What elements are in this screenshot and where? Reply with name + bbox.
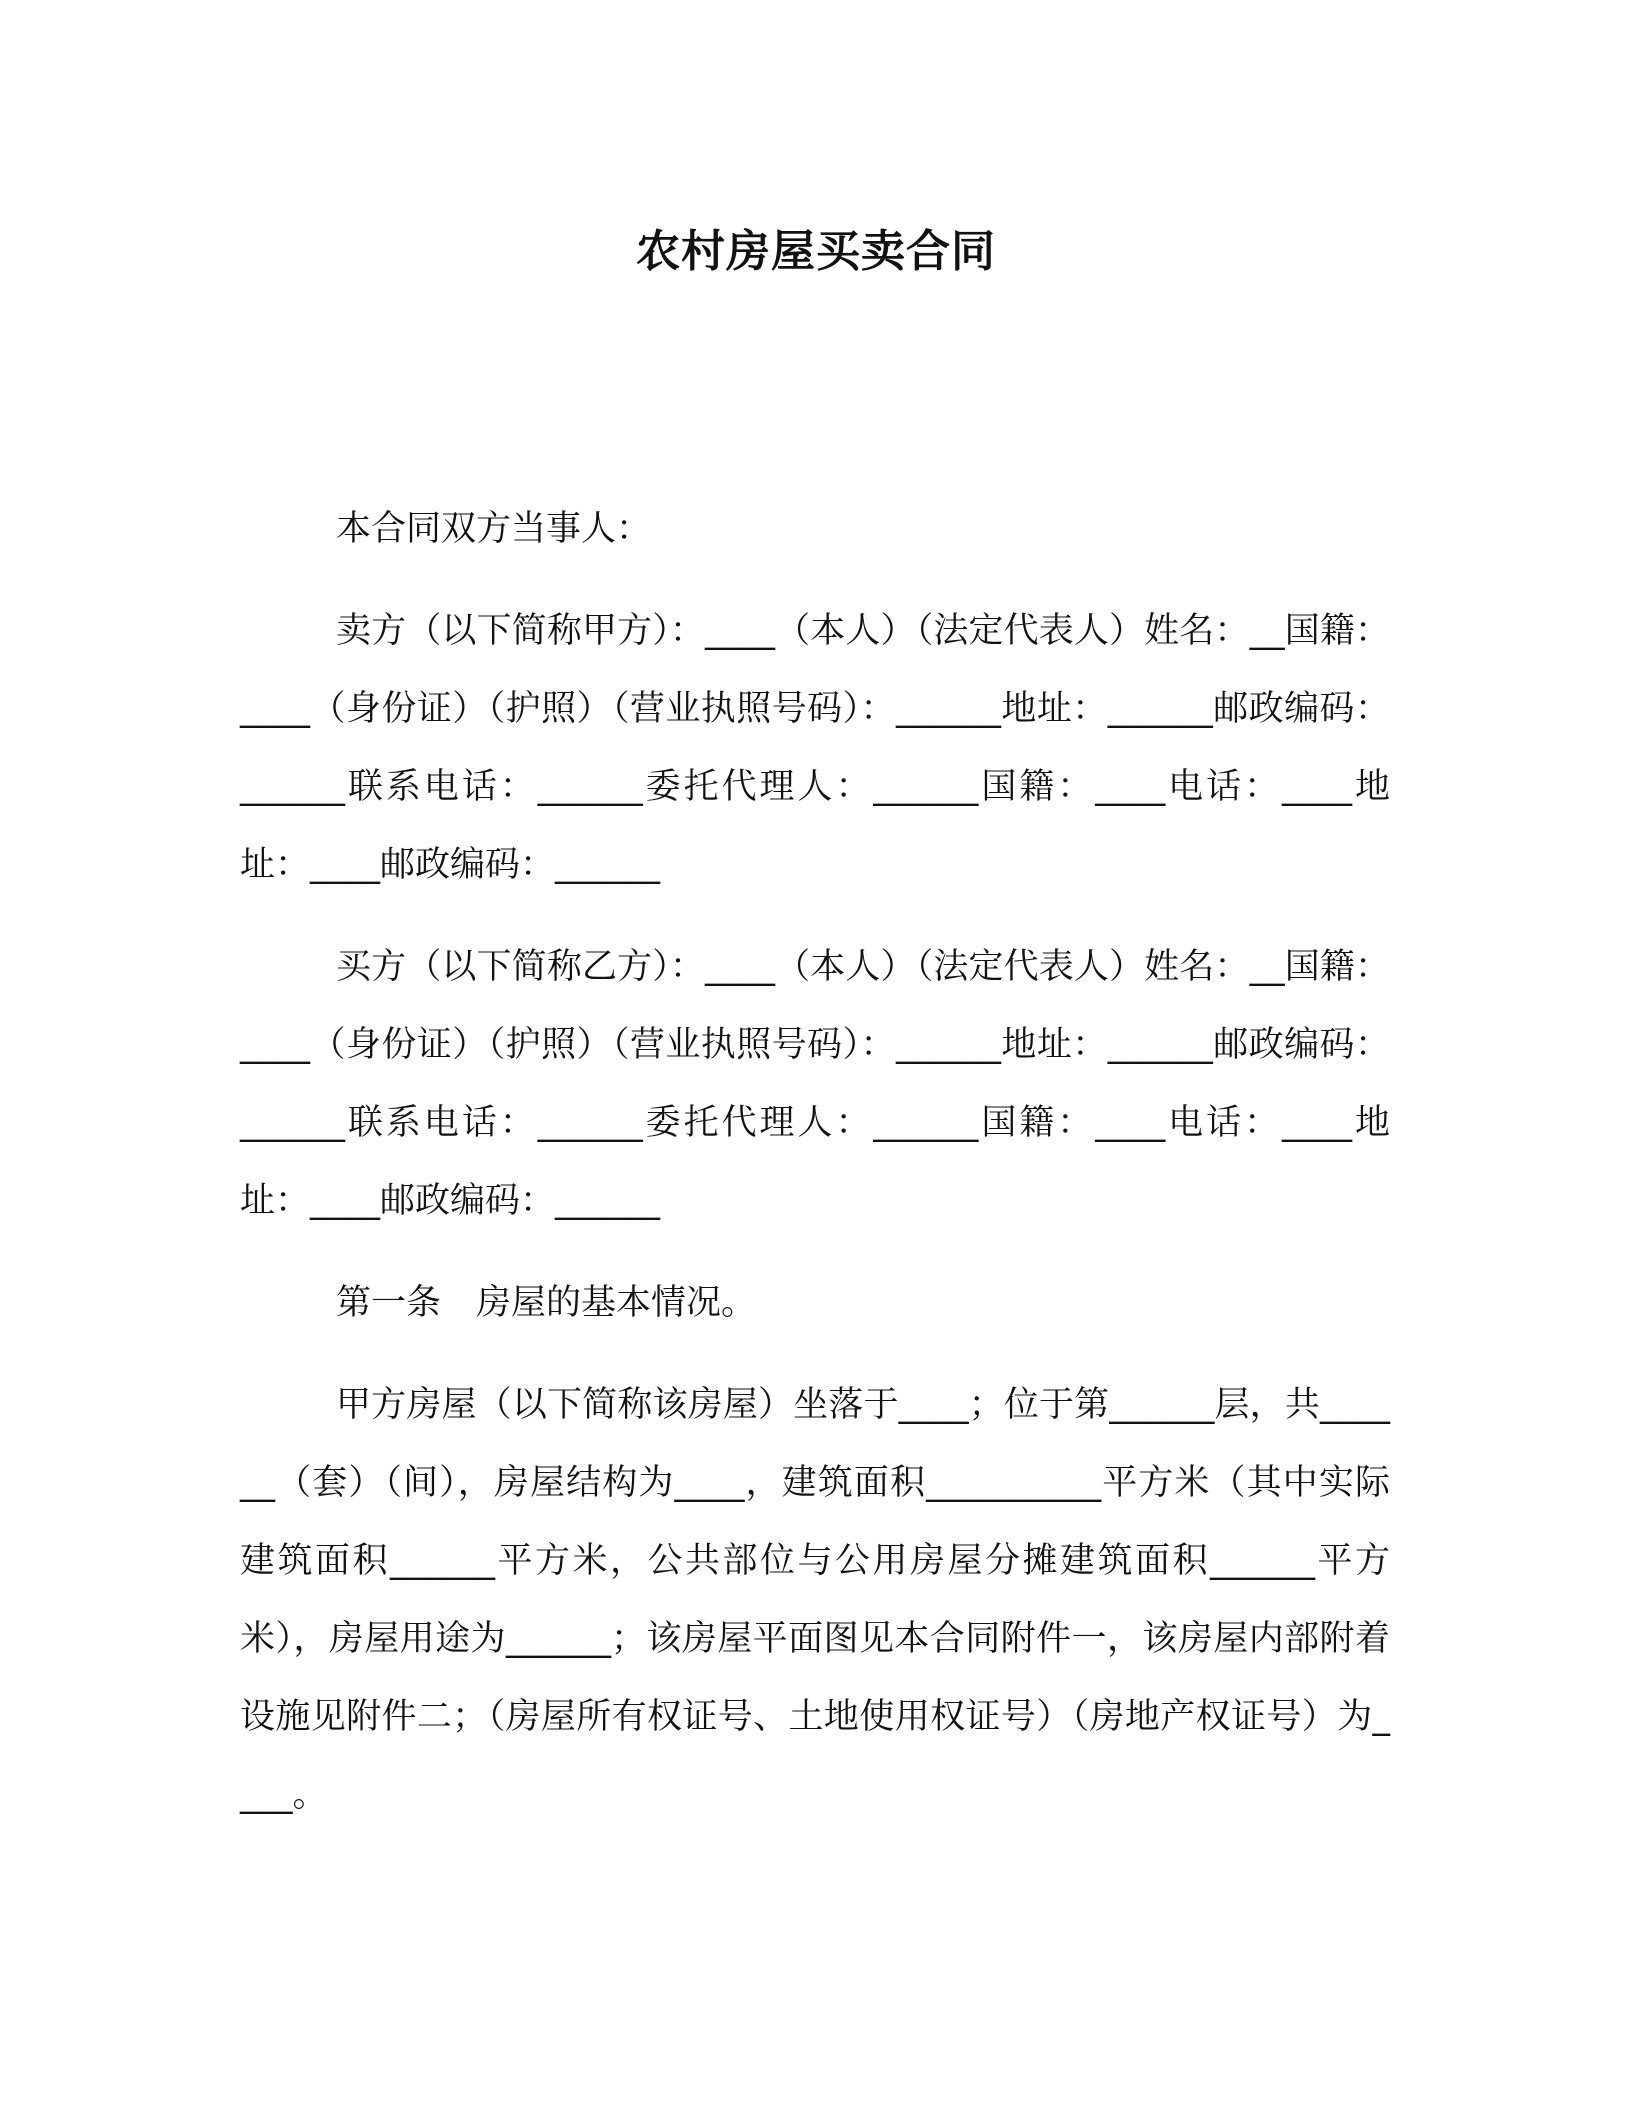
document-body xyxy=(240,490,1390,1858)
buyer-info: 买方（以下简称乙方）：____（本人）（法定代表人）姓名：__国籍：____（身份证）（护照）（营业执照号码）：______地址：______邮政编码：______联系电话：______委托代理人：______国籍：____电话：____地址：____邮政编码：______ xyxy=(240,947,1390,1221)
seller-info: 卖方（以下简称甲方）：____（本人）（法定代表人）姓名：__国籍：____（身份证）（护照）（营业执照号码）：______地址：______邮政编码：______联系电话：______委托代理人：______国籍：____电话：____地址：____邮政编码：______ xyxy=(240,611,1390,885)
article-one-heading: 第一条 房屋的基本情况。 xyxy=(336,1283,757,1323)
document-title: 农村房屋买卖合同 xyxy=(636,226,996,277)
parties-intro: 本合同双方当事人： xyxy=(336,509,652,549)
article-one-body: 甲方房屋（以下简称该房屋）坐落于____；位于第______层，共______（套）（间），房屋结构为____，建筑面积__________平方米（其中实际建筑面积______平方米，公共部位与公用房屋分摊建筑面积______平方米），房屋用途为______；该房屋平面图见本合同附件一，该房屋内部附着设施见附件二；（房屋所有权证号、土地使用权证号）（房地产权证号）为____。 xyxy=(240,1385,1390,1815)
